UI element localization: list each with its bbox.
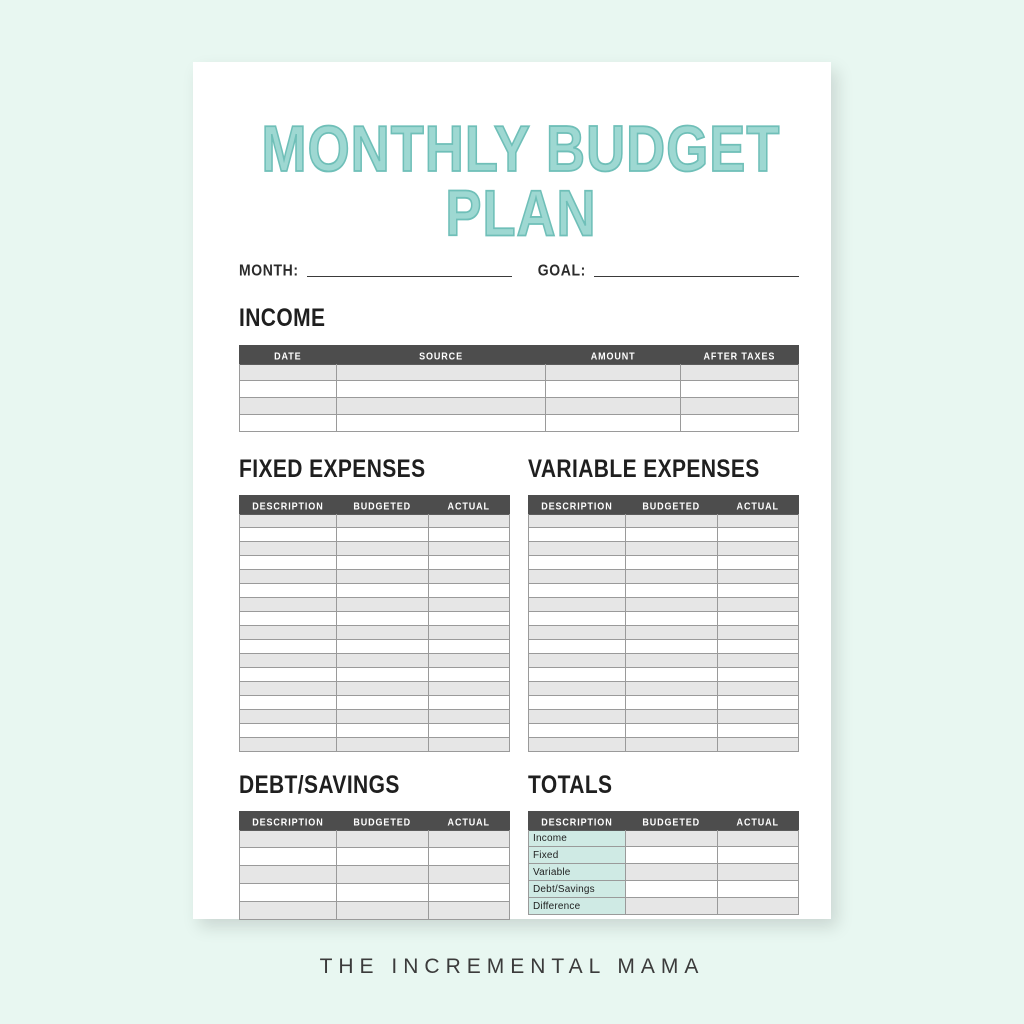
fixed-expenses-section [239, 455, 510, 752]
entry-cell[interactable] [336, 381, 546, 398]
entry-cell[interactable] [717, 556, 798, 570]
entry-cell[interactable] [336, 884, 428, 902]
entry-cell[interactable] [546, 381, 680, 398]
expenses-columns [239, 455, 799, 752]
debt-body [240, 830, 510, 920]
table-row [240, 902, 510, 920]
entry-cell[interactable] [625, 640, 717, 654]
variable-expenses-heading: VARIABLE EXPENSES [528, 455, 760, 483]
entry-cell[interactable] [428, 640, 509, 654]
table-row [240, 884, 510, 902]
entry-cell[interactable] [625, 696, 717, 710]
entry-cell[interactable] [680, 398, 798, 415]
entry-cell[interactable] [625, 528, 717, 542]
entry-cell[interactable] [336, 598, 428, 612]
entry-cell[interactable] [625, 724, 717, 738]
fixed-expenses-heading: FIXED EXPENSES [239, 455, 426, 483]
entry-cell[interactable] [625, 570, 717, 584]
entry-cell[interactable] [717, 847, 798, 864]
table-row [529, 710, 799, 724]
entry-cell[interactable] [625, 738, 717, 752]
totals-body [529, 830, 799, 915]
entry-cell[interactable] [625, 626, 717, 640]
entry-cell[interactable] [240, 654, 337, 668]
income-heading: INCOME [239, 304, 326, 332]
entry-cell[interactable] [717, 881, 798, 898]
table-row [240, 398, 799, 415]
table-row [240, 696, 510, 710]
entry-cell[interactable] [428, 556, 509, 570]
table-row [240, 626, 510, 640]
table-row [240, 738, 510, 752]
variable-col-budgeted: BUDGETED [625, 495, 717, 515]
entry-cell[interactable] [529, 626, 626, 640]
fixed-expenses-table [239, 495, 510, 752]
table-row [529, 738, 799, 752]
entry-cell[interactable] [680, 381, 798, 398]
entry-cell[interactable] [428, 528, 509, 542]
entry-cell[interactable] [240, 398, 337, 415]
table-row [529, 696, 799, 710]
entry-cell[interactable] [625, 654, 717, 668]
debt-col-budgeted: BUDGETED [336, 811, 428, 831]
entry-cell[interactable] [336, 682, 428, 696]
entry-cell[interactable] [529, 598, 626, 612]
entry-cell[interactable] [240, 640, 337, 654]
entry-cell[interactable] [240, 710, 337, 724]
table-row [529, 584, 799, 598]
entry-cell[interactable] [717, 830, 798, 847]
debt-header-row [240, 812, 510, 830]
entry-cell[interactable] [428, 584, 509, 598]
entry-cell[interactable] [529, 556, 626, 570]
totals-row [529, 898, 799, 915]
entry-cell[interactable] [428, 542, 509, 556]
entry-cell[interactable] [529, 710, 626, 724]
income-col-amount: AMOUNT [546, 345, 680, 365]
income-header-row [240, 346, 799, 364]
entry-cell[interactable] [717, 514, 798, 528]
table-row [240, 556, 510, 570]
totals-row [529, 830, 799, 847]
table-row [240, 381, 799, 398]
entry-cell[interactable] [240, 682, 337, 696]
entry-cell[interactable] [717, 640, 798, 654]
entry-cell[interactable] [717, 542, 798, 556]
table-row [529, 556, 799, 570]
entry-cell[interactable] [240, 902, 337, 920]
table-row [240, 640, 510, 654]
entry-cell[interactable] [717, 898, 798, 915]
table-row [240, 724, 510, 738]
table-row [529, 626, 799, 640]
entry-cell[interactable] [717, 528, 798, 542]
fixed-body [240, 514, 510, 752]
entry-cell[interactable] [428, 902, 509, 920]
entry-cell[interactable] [625, 556, 717, 570]
table-row [529, 598, 799, 612]
entry-cell[interactable] [336, 848, 428, 866]
entry-cell[interactable] [240, 528, 337, 542]
table-row [240, 848, 510, 866]
fixed-col-description: DESCRIPTION [240, 495, 337, 515]
totals-table [528, 811, 799, 915]
entry-cell[interactable] [240, 884, 337, 902]
table-row [240, 415, 799, 432]
entry-cell[interactable] [625, 682, 717, 696]
totals-row-label: Fixed [529, 847, 626, 864]
table-row [529, 514, 799, 528]
income-table [239, 345, 799, 432]
totals-row [529, 864, 799, 881]
entry-cell[interactable] [240, 514, 337, 528]
entry-cell[interactable] [625, 542, 717, 556]
entry-cell[interactable] [717, 710, 798, 724]
totals-col-actual: ACTUAL [717, 811, 798, 831]
entry-cell[interactable] [428, 866, 509, 884]
income-col-date: DATE [240, 345, 337, 365]
entry-cell[interactable] [546, 364, 680, 381]
entry-cell[interactable] [336, 640, 428, 654]
entry-cell[interactable] [240, 381, 337, 398]
entry-cell[interactable] [336, 710, 428, 724]
entry-cell[interactable] [529, 528, 626, 542]
entry-cell[interactable] [529, 696, 626, 710]
bottom-columns [239, 771, 799, 920]
entry-cell[interactable] [428, 570, 509, 584]
entry-cell[interactable] [529, 542, 626, 556]
entry-cell[interactable] [717, 738, 798, 752]
table-row [529, 570, 799, 584]
entry-cell[interactable] [625, 881, 717, 898]
debt-savings-section [239, 771, 510, 920]
table-row [529, 724, 799, 738]
totals-row-label: Variable [529, 864, 626, 881]
entry-cell[interactable] [336, 556, 428, 570]
table-row [240, 528, 510, 542]
page-content [239, 110, 799, 920]
table-row [240, 830, 510, 848]
entry-cell[interactable] [625, 612, 717, 626]
debt-col-description: DESCRIPTION [240, 811, 337, 831]
entry-cell[interactable] [240, 724, 337, 738]
entry-cell[interactable] [625, 584, 717, 598]
entry-cell[interactable] [625, 668, 717, 682]
entry-cell[interactable] [240, 584, 337, 598]
entry-cell[interactable] [529, 640, 626, 654]
entry-cell[interactable] [240, 364, 337, 381]
table-row [240, 682, 510, 696]
entry-cell[interactable] [336, 738, 428, 752]
entry-cell[interactable] [428, 668, 509, 682]
entry-cell[interactable] [240, 556, 337, 570]
entry-cell[interactable] [717, 570, 798, 584]
table-row [529, 682, 799, 696]
variable-body [529, 514, 799, 752]
variable-expenses-table [528, 495, 799, 752]
table-row [240, 570, 510, 584]
table-row [240, 542, 510, 556]
table-row [240, 584, 510, 598]
entry-cell[interactable] [240, 542, 337, 556]
entry-cell[interactable] [240, 848, 337, 866]
entry-cell[interactable] [529, 682, 626, 696]
totals-row-label: Income [529, 830, 626, 847]
table-row [240, 364, 799, 381]
debt-savings-heading: DEBT/SAVINGS [239, 771, 400, 799]
income-body [240, 364, 799, 432]
entry-cell[interactable] [240, 612, 337, 626]
entry-cell[interactable] [546, 398, 680, 415]
entry-cell[interactable] [336, 902, 428, 920]
entry-cell[interactable] [336, 514, 428, 528]
totals-section [528, 771, 799, 920]
page-title: MONTHLY BUDGET PLAN [261, 113, 781, 251]
entry-cell[interactable] [717, 682, 798, 696]
table-row [240, 654, 510, 668]
entry-cell[interactable] [529, 612, 626, 626]
entry-cell[interactable] [336, 830, 428, 848]
entry-cell[interactable] [625, 514, 717, 528]
table-row [529, 612, 799, 626]
entry-cell[interactable] [717, 654, 798, 668]
totals-col-description: DESCRIPTION [529, 811, 626, 831]
totals-header-row [529, 812, 799, 830]
fixed-header-row [240, 496, 510, 514]
entry-cell[interactable] [680, 415, 798, 432]
entry-cell[interactable] [240, 696, 337, 710]
goal-input-line[interactable] [594, 262, 799, 277]
entry-cell[interactable] [240, 738, 337, 752]
entry-cell[interactable] [428, 514, 509, 528]
entry-cell[interactable] [529, 514, 626, 528]
entry-cell[interactable] [336, 570, 428, 584]
entry-cell[interactable] [336, 584, 428, 598]
entry-cell[interactable] [336, 528, 428, 542]
entry-cell[interactable] [336, 415, 546, 432]
entry-cell[interactable] [240, 830, 337, 848]
table-row [529, 640, 799, 654]
entry-cell[interactable] [625, 598, 717, 612]
entry-cell[interactable] [529, 654, 626, 668]
entry-cell[interactable] [625, 830, 717, 847]
entry-cell[interactable] [717, 626, 798, 640]
entry-cell[interactable] [428, 738, 509, 752]
entry-cell[interactable] [336, 668, 428, 682]
entry-cell[interactable] [625, 847, 717, 864]
totals-row [529, 881, 799, 898]
entry-cell[interactable] [529, 668, 626, 682]
entry-cell[interactable] [717, 598, 798, 612]
month-input-line[interactable] [307, 262, 512, 277]
entry-cell[interactable] [717, 696, 798, 710]
entry-cell[interactable] [529, 738, 626, 752]
debt-savings-table [239, 811, 510, 920]
variable-expenses-section [528, 455, 799, 752]
entry-cell[interactable] [428, 848, 509, 866]
totals-col-budgeted: BUDGETED [625, 811, 717, 831]
entry-cell[interactable] [428, 626, 509, 640]
entry-cell[interactable] [428, 612, 509, 626]
entry-cell[interactable] [240, 598, 337, 612]
entry-cell[interactable] [240, 570, 337, 584]
entry-cell[interactable] [529, 570, 626, 584]
entry-cell[interactable] [717, 668, 798, 682]
entry-cell[interactable] [717, 864, 798, 881]
entry-cell[interactable] [625, 898, 717, 915]
table-row [240, 598, 510, 612]
entry-cell[interactable] [240, 866, 337, 884]
goal-label: GOAL: [537, 260, 586, 279]
entry-cell[interactable] [336, 866, 428, 884]
entry-cell[interactable] [428, 654, 509, 668]
table-row [240, 514, 510, 528]
entry-cell[interactable] [336, 724, 428, 738]
fixed-col-budgeted: BUDGETED [336, 495, 428, 515]
table-row [529, 542, 799, 556]
totals-row-label: Debt/Savings [529, 881, 626, 898]
variable-col-actual: ACTUAL [717, 495, 798, 515]
entry-cell[interactable] [336, 696, 428, 710]
table-row [529, 654, 799, 668]
month-label: MONTH: [239, 260, 299, 279]
totals-row [529, 847, 799, 864]
entry-cell[interactable] [428, 884, 509, 902]
entry-cell[interactable] [529, 584, 626, 598]
variable-header-row [529, 496, 799, 514]
entry-cell[interactable] [336, 612, 428, 626]
entry-cell[interactable] [717, 612, 798, 626]
entry-cell[interactable] [336, 654, 428, 668]
entry-cell[interactable] [717, 584, 798, 598]
variable-col-description: DESCRIPTION [529, 495, 626, 515]
entry-cell[interactable] [625, 710, 717, 724]
entry-cell[interactable] [717, 724, 798, 738]
entry-cell[interactable] [428, 830, 509, 848]
entry-cell[interactable] [428, 710, 509, 724]
footer-brand: THE INCREMENTAL MAMA [319, 955, 705, 978]
table-row [240, 612, 510, 626]
entry-cell[interactable] [529, 724, 626, 738]
table-row [529, 528, 799, 542]
totals-row-label: Difference [529, 898, 626, 915]
table-row [529, 668, 799, 682]
entry-cell[interactable] [546, 415, 680, 432]
entry-cell[interactable] [428, 696, 509, 710]
income-section [239, 304, 799, 432]
entry-cell[interactable] [240, 668, 337, 682]
printable-page [193, 62, 831, 919]
table-row [240, 866, 510, 884]
entry-cell[interactable] [428, 598, 509, 612]
entry-cell[interactable] [240, 626, 337, 640]
table-row [240, 710, 510, 724]
totals-heading: TOTALS [528, 771, 613, 799]
entry-cell[interactable] [240, 415, 337, 432]
entry-cell[interactable] [428, 724, 509, 738]
table-row [240, 668, 510, 682]
entry-cell[interactable] [680, 364, 798, 381]
income-col-source: SOURCE [336, 345, 546, 365]
income-col-after-taxes: AFTER TAXES [680, 345, 798, 365]
entry-cell[interactable] [336, 398, 546, 415]
entry-cell[interactable] [336, 542, 428, 556]
debt-col-actual: ACTUAL [428, 811, 509, 831]
entry-cell[interactable] [428, 682, 509, 696]
meta-row [239, 262, 799, 279]
fixed-col-actual: ACTUAL [428, 495, 509, 515]
entry-cell[interactable] [625, 864, 717, 881]
entry-cell[interactable] [336, 626, 428, 640]
entry-cell[interactable] [336, 364, 546, 381]
